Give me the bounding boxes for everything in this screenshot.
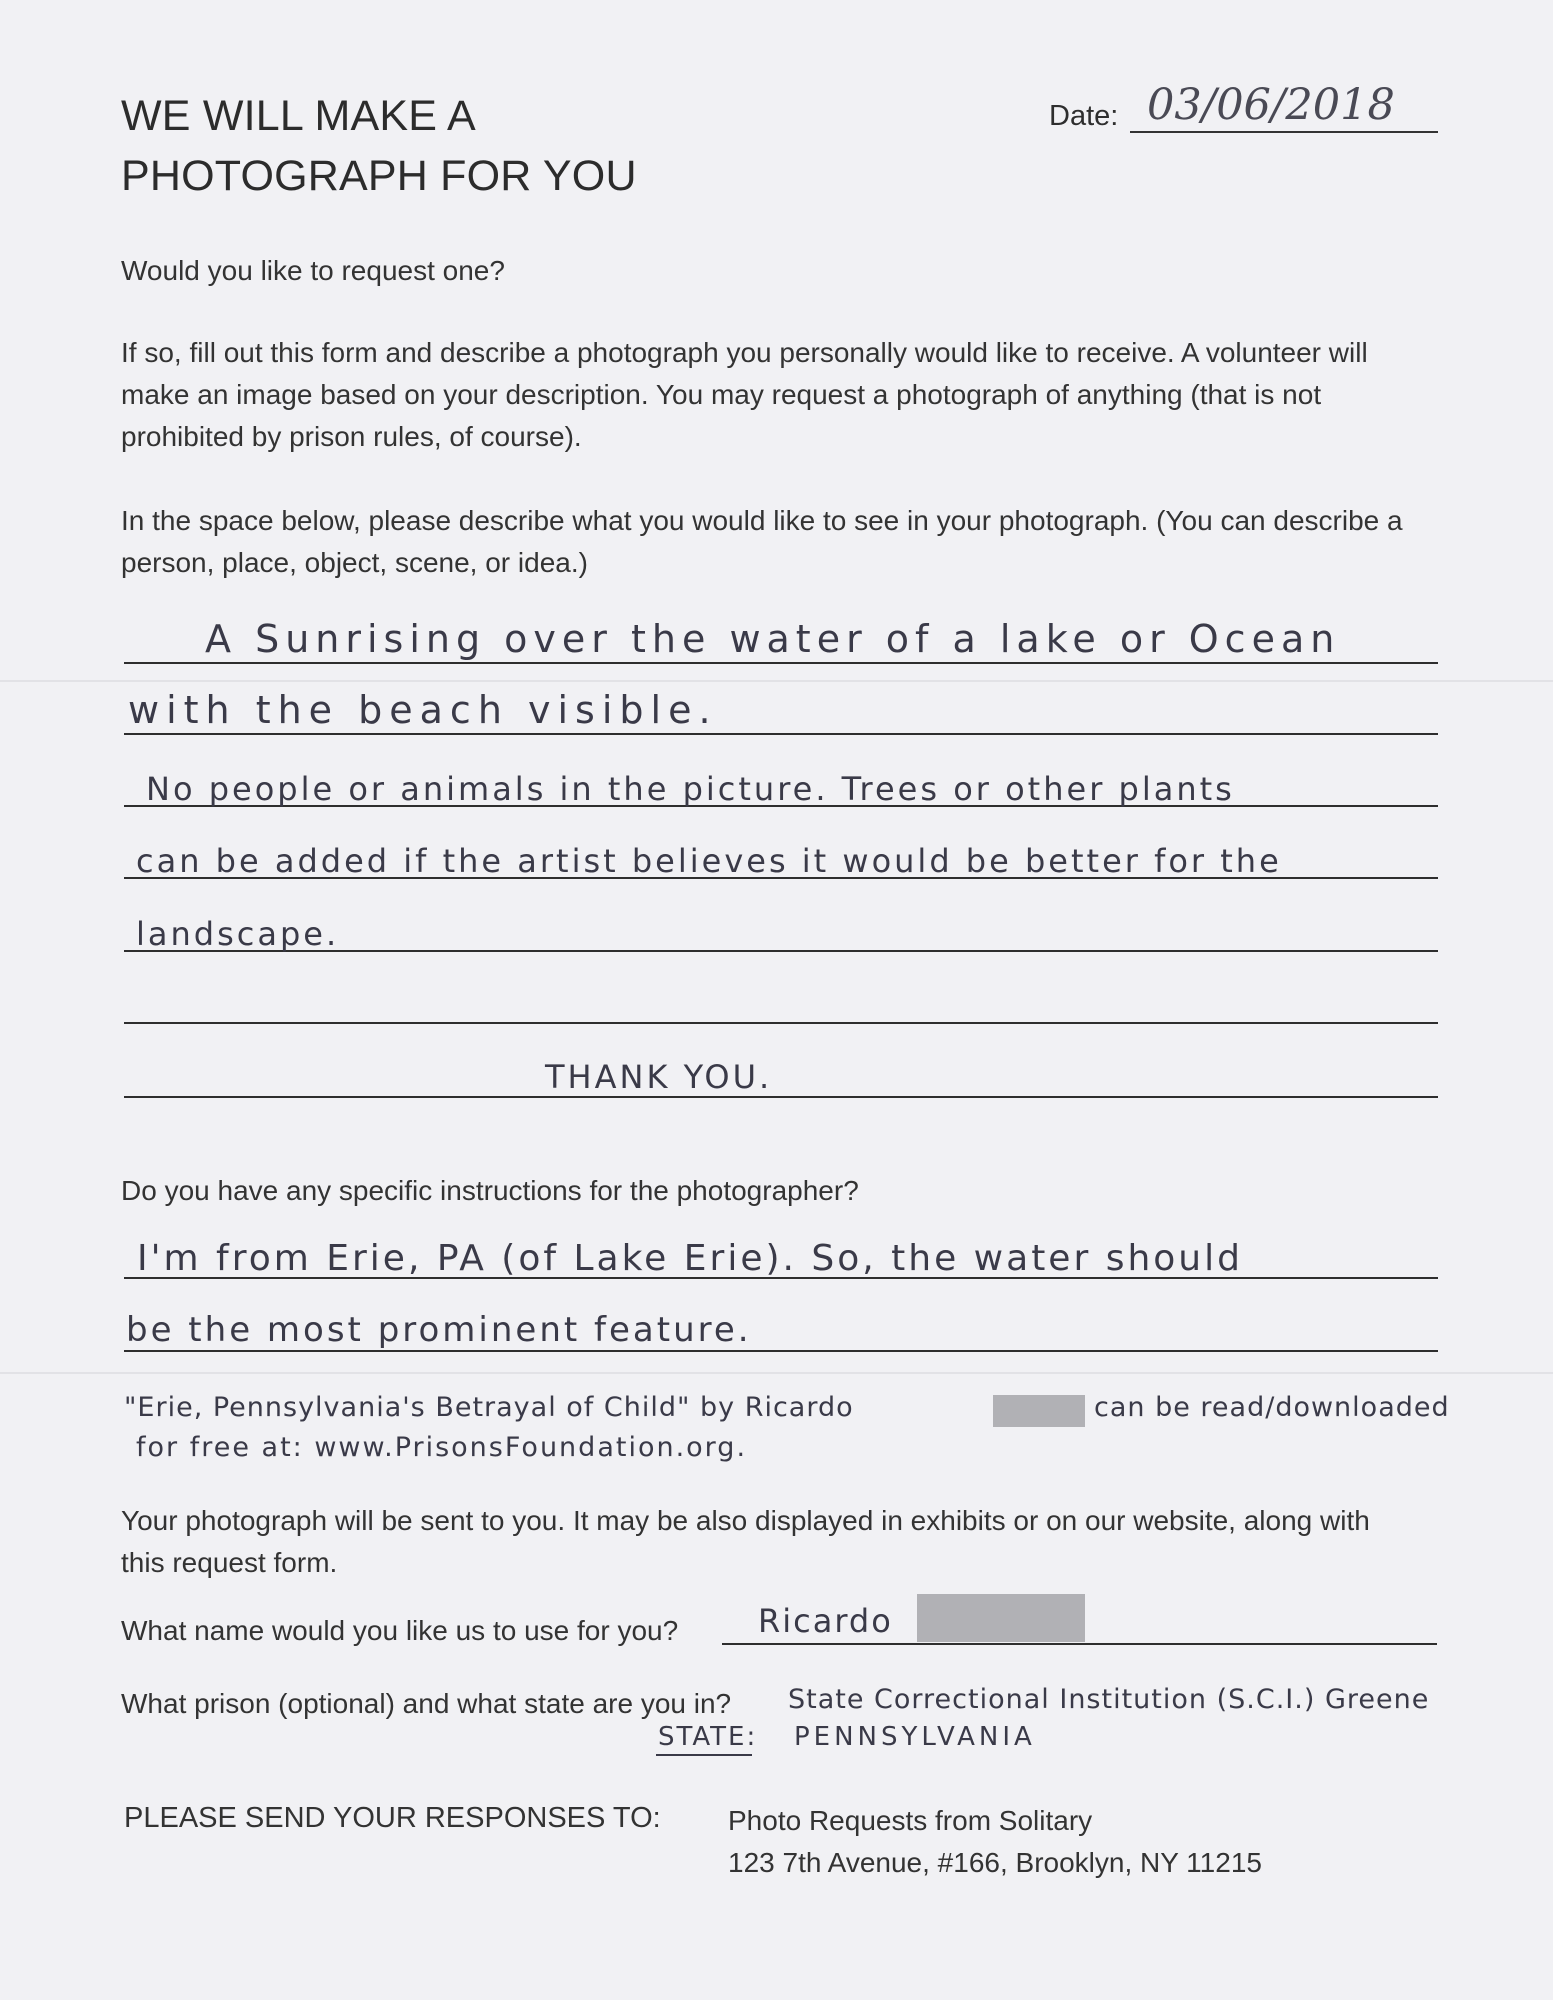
form-title (121, 86, 637, 206)
paper-fold-line (0, 680, 1553, 682)
date-field-line[interactable] (1130, 131, 1438, 133)
paper-fold-line (0, 1372, 1553, 1374)
intro-question: Would you like to request one? (121, 255, 505, 286)
name-field-line[interactable] (722, 1643, 1437, 1645)
handwritten-note-1b: can be read/downloaded (1094, 1392, 1450, 1423)
state-label-underline (656, 1754, 752, 1756)
describe-prompt: In the space below, please describe what you would like to see in your photograph. (You can describe a person, place, object, scene, or idea.) (121, 505, 1403, 578)
address-line-2: 123 7th Avenue, #166, Brooklyn, NY 11215 (728, 1847, 1262, 1878)
handwritten-instructions-2: be the most prominent feature. (126, 1310, 752, 1350)
name-prompt: What name would you like us to use for you? (121, 1615, 679, 1646)
title-line-1: WE WILL MAKE A (121, 92, 476, 140)
handwritten-prison: State Correctional Institution (S.C.I.) Greene (788, 1684, 1430, 1715)
description-line-2[interactable] (124, 733, 1438, 735)
handwritten-instructions-1: I'm from Erie, PA (of Lake Erie). So, the water should (137, 1238, 1243, 1279)
date-value: 03/06/2018 (1147, 80, 1395, 130)
handwritten-description-5: landscape. (136, 915, 340, 953)
sent-note: Your photograph will be sent to you. It may be also displayed in exhibits or on our website, along with this request form. (121, 1505, 1370, 1578)
redaction-box (917, 1594, 1085, 1642)
intro-paragraph: If so, fill out this form and describe a photograph you personally would like to receive. A volunteer will make an image based on your description. You may request a photograph of anything (that is not prohibited by prison rules, of course). (121, 337, 1368, 452)
handwritten-state-label: STATE: (658, 1722, 758, 1752)
address-line-1: Photo Requests from Solitary (728, 1805, 1093, 1836)
send-responses-label: PLEASE SEND YOUR RESPONSES TO: (124, 1802, 661, 1834)
handwritten-state-value: PENNSYLVANIA (794, 1722, 1036, 1752)
redaction-box (993, 1395, 1085, 1427)
title-line-2: PHOTOGRAPH FOR YOU (121, 152, 637, 200)
description-line-1[interactable] (124, 662, 1438, 664)
handwritten-description-4: can be added if the artist believes it would be better for the (136, 842, 1282, 880)
handwritten-description-2: with the beach visible. (128, 688, 718, 732)
handwritten-description-3: No people or animals in the picture. Trees or other plants (146, 770, 1235, 808)
handwritten-name: Ricardo (758, 1602, 893, 1640)
handwritten-thank-you: THANK YOU. (545, 1058, 773, 1096)
handwritten-description-1: A Sunrising over the water of a lake or Ocean (205, 617, 1341, 661)
instructions-line-2[interactable] (124, 1350, 1438, 1352)
handwritten-note-1a: "Erie, Pennsylvania's Betrayal of Child" by Ricardo (124, 1392, 854, 1423)
instructions-prompt: Do you have any specific instructions for the photographer? (121, 1175, 859, 1206)
description-line-7[interactable] (124, 1096, 1438, 1098)
prison-prompt: What prison (optional) and what state are you in? (121, 1688, 732, 1719)
description-line-6[interactable] (124, 1022, 1438, 1024)
mailing-address (728, 1800, 1262, 1884)
handwritten-note-2: for free at: www.PrisonsFoundation.org. (136, 1432, 748, 1463)
date-label: Date: (1049, 100, 1119, 132)
